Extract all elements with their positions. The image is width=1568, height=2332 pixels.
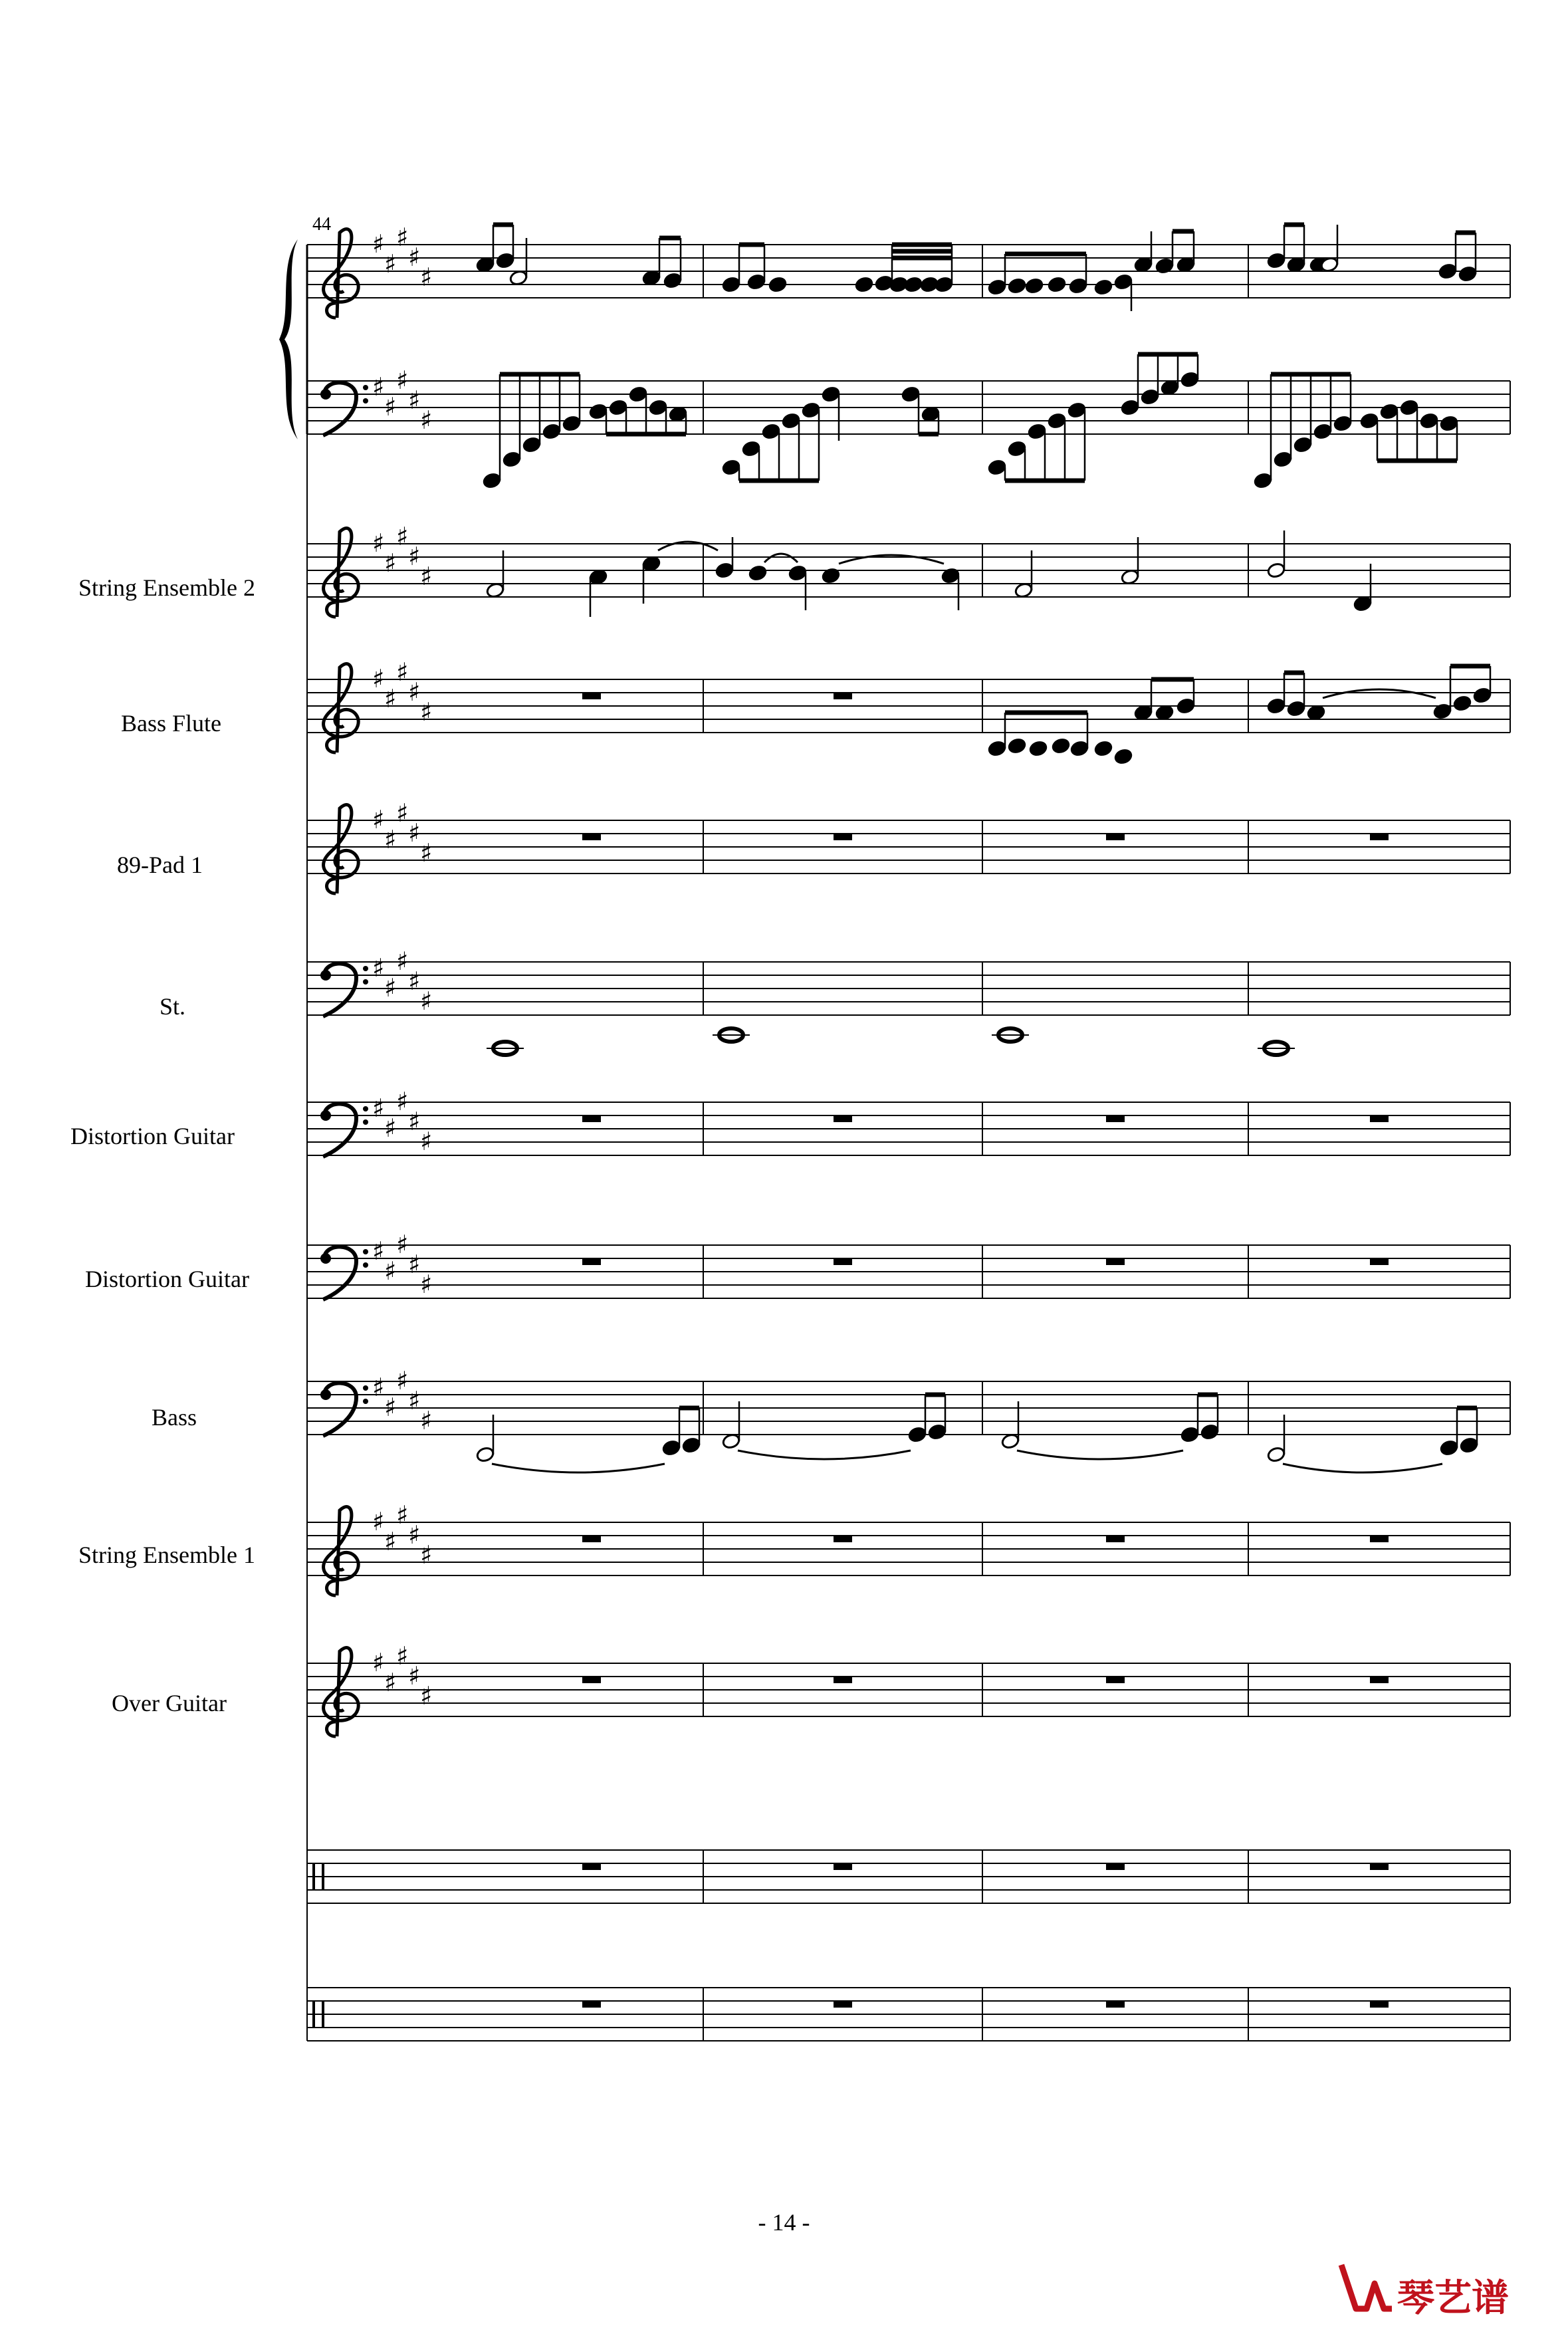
notehead — [1180, 371, 1200, 388]
whole-rest — [582, 1258, 601, 1265]
whole-rest — [1370, 1115, 1389, 1122]
sharp-icon: ♯ — [396, 1500, 409, 1530]
notehead — [542, 423, 562, 439]
notehead — [609, 399, 628, 415]
notehead — [663, 272, 683, 289]
notehead — [1001, 1433, 1020, 1449]
sharp-icon: ♯ — [384, 1668, 397, 1697]
notehead — [901, 386, 921, 402]
notehead — [1094, 279, 1113, 295]
sharp-icon: ♯ — [372, 372, 385, 402]
staff-label-distortion-guitar-2: Distortion Guitar — [85, 1266, 249, 1292]
notehead — [747, 273, 766, 290]
whole-rest — [1106, 1115, 1125, 1122]
bass-clef-dot — [363, 398, 368, 404]
staff-2 — [307, 522, 1510, 617]
sharp-icon: ♯ — [396, 1641, 409, 1671]
notehead — [788, 564, 808, 581]
treble-clef-icon — [324, 229, 359, 318]
notehead — [1008, 277, 1027, 294]
notehead — [1121, 568, 1140, 585]
whole-rest — [1106, 834, 1125, 840]
treble-clef-icon — [324, 805, 359, 893]
notehead — [1141, 388, 1160, 405]
tie — [738, 1451, 911, 1459]
whole-rest — [582, 2001, 601, 2008]
bass-clef-dot — [320, 1253, 331, 1264]
notehead — [1094, 740, 1113, 757]
notehead — [782, 412, 801, 429]
whole-rest — [1370, 834, 1389, 840]
sharp-icon: ♯ — [420, 1681, 433, 1710]
sharp-icon: ♯ — [384, 1256, 397, 1286]
staff-label-over-guitar: Over Guitar — [112, 1690, 227, 1716]
sharp-icon: ♯ — [372, 1648, 385, 1677]
whole-rest — [834, 1677, 852, 1683]
bass-clef-dot — [363, 1106, 368, 1111]
tie — [1017, 1451, 1183, 1459]
notehead — [562, 415, 582, 431]
notehead — [715, 562, 734, 578]
staff-label-st: St. — [160, 993, 186, 1020]
notehead — [1333, 415, 1353, 431]
staff-12 — [307, 1988, 1510, 2041]
treble-clef-icon — [324, 664, 359, 753]
bass-clef-dot — [363, 385, 368, 390]
notehead — [1267, 1446, 1286, 1462]
staff-label-bass: Bass — [152, 1404, 197, 1431]
notehead — [904, 276, 923, 292]
notehead — [589, 568, 608, 585]
notehead — [1176, 697, 1196, 714]
notehead — [682, 1437, 701, 1453]
sharp-icon: ♯ — [408, 818, 421, 848]
sharp-icon: ♯ — [384, 684, 397, 713]
sharp-icon: ♯ — [408, 1386, 421, 1415]
bass-clef-dot — [363, 1249, 368, 1254]
notehead — [1353, 595, 1373, 612]
sharp-icon: ♯ — [396, 1087, 409, 1116]
logo-icon — [1336, 2257, 1396, 2317]
whole-rest — [1106, 1863, 1125, 1870]
notehead — [1440, 1439, 1459, 1456]
sharp-icon: ♯ — [372, 1373, 385, 1402]
sharp-icon: ♯ — [420, 1127, 433, 1156]
whole-rest — [582, 1536, 601, 1542]
notehead — [522, 436, 542, 453]
notehead — [1458, 265, 1478, 282]
notehead — [928, 1423, 947, 1440]
notehead — [642, 555, 661, 572]
sharp-icon: ♯ — [420, 838, 433, 868]
sharp-icon: ♯ — [384, 825, 397, 854]
notehead — [1025, 277, 1044, 294]
sharp-icon: ♯ — [372, 528, 385, 558]
notehead — [855, 276, 874, 292]
sharp-icon: ♯ — [396, 522, 409, 551]
notehead — [1287, 256, 1306, 273]
tie — [764, 554, 798, 562]
sharp-icon: ♯ — [396, 223, 409, 252]
notehead — [822, 386, 841, 402]
notehead — [742, 440, 761, 457]
staff-label-bass-flute: Bass Flute — [121, 710, 222, 737]
notehead — [503, 451, 522, 467]
sharp-icon: ♯ — [420, 263, 433, 292]
whole-rest — [1370, 1258, 1389, 1265]
notehead — [908, 1426, 927, 1443]
sharp-icon: ♯ — [420, 987, 433, 1016]
staff-4 — [307, 798, 1510, 893]
percussion-clef-icon — [322, 2001, 324, 2028]
notehead — [1008, 737, 1027, 754]
percussion-clef-icon — [312, 2001, 315, 2028]
bass-clef-dot — [320, 1110, 331, 1121]
bass-clef-dot — [363, 1262, 368, 1268]
sharp-icon: ♯ — [420, 1270, 433, 1299]
notehead — [1267, 252, 1286, 269]
notehead — [988, 279, 1007, 295]
notehead — [1029, 740, 1048, 757]
tie — [1323, 689, 1436, 698]
whole-rest — [1370, 1677, 1389, 1683]
whole-rest — [1106, 2001, 1125, 2008]
staff-7 — [307, 1230, 1510, 1300]
whole-rest — [1106, 1536, 1125, 1542]
notehead — [1134, 256, 1153, 273]
notehead — [1473, 687, 1492, 703]
treble-clef-icon — [324, 1648, 359, 1736]
sharp-icon: ♯ — [372, 229, 385, 259]
sharp-icon: ♯ — [396, 947, 409, 976]
notehead — [1380, 403, 1399, 419]
notehead — [935, 276, 954, 292]
notehead — [1052, 737, 1071, 754]
whole-rest — [1370, 1863, 1389, 1870]
staff-label-89-pad-1: 89-Pad 1 — [117, 852, 203, 878]
notehead — [669, 406, 688, 422]
notehead — [722, 459, 741, 475]
notehead — [1048, 412, 1067, 429]
whole-rest — [582, 693, 601, 699]
staff-label-string-ensemble-2: String Ensemble 2 — [78, 574, 255, 601]
whole-rest — [834, 1863, 852, 1870]
notehead — [1420, 412, 1439, 429]
whole-rest — [1106, 1677, 1125, 1683]
notehead — [476, 256, 495, 273]
notehead — [1460, 1437, 1479, 1453]
sharp-icon: ♯ — [372, 1507, 385, 1536]
notehead — [486, 582, 505, 598]
sharp-icon: ♯ — [372, 953, 385, 983]
sharp-icon: ♯ — [372, 1094, 385, 1123]
sharp-icon: ♯ — [420, 406, 433, 435]
notehead — [589, 403, 608, 419]
notehead — [1400, 399, 1419, 415]
sharp-icon: ♯ — [384, 973, 397, 1002]
whole-rest — [1370, 2001, 1389, 2008]
whole-rest — [834, 834, 852, 840]
staff-10 — [307, 1641, 1510, 1736]
notehead — [921, 406, 941, 422]
notehead — [1293, 436, 1313, 453]
whole-rest — [834, 693, 852, 699]
notehead — [1307, 704, 1326, 721]
sharp-icon: ♯ — [372, 805, 385, 834]
staff-label-string-ensemble-1: String Ensemble 1 — [78, 1542, 255, 1568]
notehead — [1180, 1426, 1200, 1443]
notehead — [1453, 695, 1472, 711]
watermark-logo — [1336, 2257, 1555, 2320]
notehead — [1287, 700, 1306, 717]
whole-rest — [834, 1115, 852, 1122]
whole-rest — [834, 1258, 852, 1265]
notehead — [1114, 273, 1133, 290]
notehead — [629, 386, 648, 402]
percussion-clef-icon — [322, 1863, 324, 1890]
sharp-icon: ♯ — [384, 249, 397, 279]
whole-rest — [1106, 1258, 1125, 1265]
notehead — [1267, 697, 1286, 714]
sharp-icon: ♯ — [384, 1527, 397, 1556]
notehead — [1069, 277, 1088, 294]
piano-brace — [279, 239, 298, 439]
tie — [492, 1464, 665, 1472]
notehead — [1438, 263, 1458, 279]
sharp-icon: ♯ — [420, 1540, 433, 1570]
notehead — [802, 402, 821, 418]
percussion-clef-icon — [312, 1863, 315, 1890]
notehead — [1114, 748, 1133, 764]
notehead — [768, 276, 788, 292]
notehead — [1121, 399, 1140, 415]
whole-rest — [834, 2001, 852, 2008]
bass-clef-dot — [363, 966, 368, 971]
tie — [839, 555, 944, 564]
notehead — [509, 269, 528, 286]
notehead — [1313, 423, 1333, 439]
staff-11 — [307, 1850, 1510, 1903]
bass-clef-dot — [363, 1399, 368, 1404]
notehead — [1200, 1423, 1220, 1440]
notehead — [662, 1439, 681, 1456]
sharp-icon: ♯ — [408, 542, 421, 571]
sharp-icon: ♯ — [396, 366, 409, 395]
notehead — [722, 1433, 741, 1449]
notehead — [1008, 440, 1027, 457]
treble-clef-icon — [324, 528, 359, 617]
notehead — [649, 399, 668, 415]
sharp-icon: ♯ — [408, 386, 421, 415]
sharp-icon: ♯ — [408, 1661, 421, 1691]
notehead — [1161, 379, 1180, 396]
bass-clef-dot — [320, 1389, 331, 1400]
sharp-icon: ♯ — [420, 1406, 433, 1435]
sharp-icon: ♯ — [384, 1393, 397, 1422]
staff-8 — [307, 1366, 1510, 1436]
sharp-icon: ♯ — [408, 1107, 421, 1136]
notehead — [1254, 472, 1273, 489]
bass-clef-dot — [363, 1119, 368, 1125]
staff-9 — [307, 1500, 1510, 1595]
whole-rest — [582, 834, 601, 840]
staff-3 — [307, 657, 1510, 753]
sharp-icon: ♯ — [408, 677, 421, 707]
sharp-icon: ♯ — [384, 1113, 397, 1143]
tie — [1283, 1464, 1442, 1472]
notehead — [1440, 415, 1459, 431]
notehead — [483, 472, 502, 489]
sharp-icon: ♯ — [384, 392, 397, 421]
notehead — [748, 564, 768, 581]
notehead — [1155, 704, 1175, 721]
watermark-text: 琴艺谱 — [1397, 2277, 1509, 2320]
notehead — [1028, 423, 1047, 439]
notehead — [1176, 256, 1196, 273]
sharp-icon: ♯ — [372, 664, 385, 693]
notehead — [1048, 276, 1067, 292]
sharp-icon: ♯ — [384, 548, 397, 578]
notehead — [642, 269, 661, 286]
notehead — [476, 1446, 495, 1462]
staff-6 — [307, 1087, 1510, 1157]
notehead — [496, 252, 515, 269]
notehead — [762, 423, 781, 439]
sharp-icon: ♯ — [408, 967, 421, 996]
bass-clef-dot — [320, 389, 331, 400]
bass-clef-dot — [320, 970, 331, 981]
sharp-icon: ♯ — [396, 798, 409, 828]
sharp-icon: ♯ — [420, 562, 433, 591]
notehead — [1134, 704, 1153, 721]
sharp-icon: ♯ — [396, 1230, 409, 1259]
tie — [658, 542, 718, 550]
whole-rest — [582, 1863, 601, 1870]
notehead — [988, 459, 1007, 475]
bass-clef-dot — [363, 1385, 368, 1391]
notehead — [988, 740, 1007, 757]
sharp-icon: ♯ — [408, 1520, 421, 1550]
staff-5 — [307, 947, 1510, 1016]
notehead — [1360, 412, 1379, 429]
staff-label-distortion-guitar-1: Distortion Guitar — [70, 1123, 235, 1149]
sharp-icon: ♯ — [408, 1250, 421, 1279]
bass-clef-dot — [363, 979, 368, 985]
notehead — [1267, 562, 1286, 578]
sharp-icon: ♯ — [420, 697, 433, 727]
sharp-icon: ♯ — [396, 657, 409, 687]
sharp-icon: ♯ — [408, 243, 421, 272]
sharp-icon: ♯ — [372, 1236, 385, 1266]
notehead — [1274, 451, 1293, 467]
treble-clef-icon — [324, 1507, 359, 1595]
notehead — [722, 276, 741, 292]
whole-rest — [834, 1536, 852, 1542]
whole-rest — [1370, 1536, 1389, 1542]
page-number: - 14 - — [758, 2209, 810, 2236]
whole-rest — [582, 1677, 601, 1683]
measure-number: 44 — [312, 214, 331, 235]
whole-rest — [582, 1115, 601, 1122]
notehead — [1067, 402, 1087, 418]
sharp-icon: ♯ — [396, 1366, 409, 1395]
notehead — [1070, 740, 1089, 757]
notehead — [1014, 582, 1034, 598]
